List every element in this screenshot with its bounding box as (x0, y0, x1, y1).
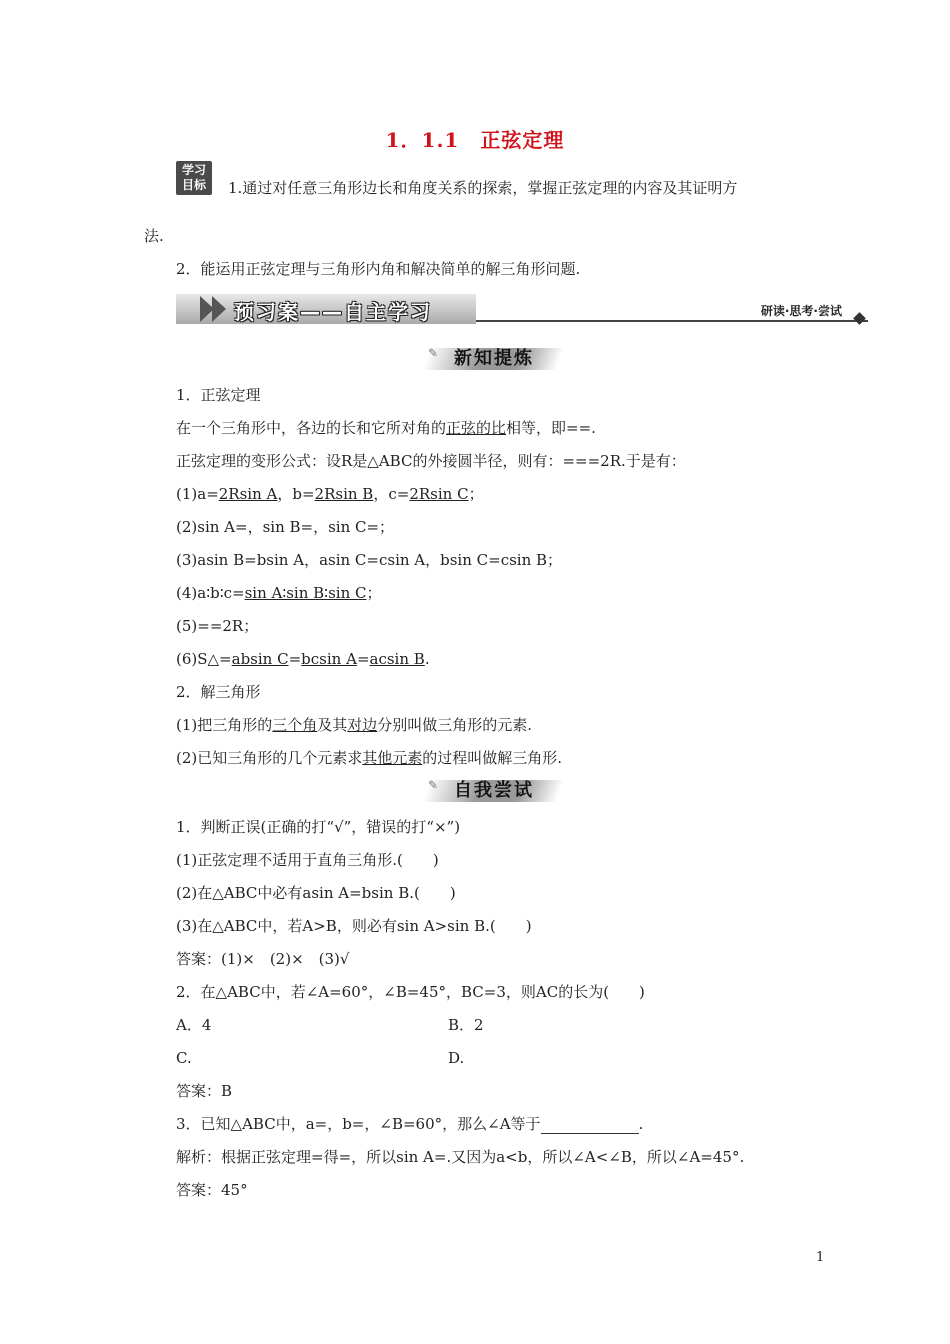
text: 在一个三角形中，各边的长和它所对角的 (176, 419, 447, 437)
text-underlined: absin C (231, 650, 289, 668)
question-3-answer: 答案：45° (176, 1181, 248, 1199)
text: (6)S△= (176, 650, 232, 668)
text: (4)a∶b∶c= (176, 584, 245, 602)
text-underlined: 正弦的比 (446, 419, 507, 437)
text: . (638, 1115, 644, 1133)
question-1: 1．判断正误(正确的打“√”，错误的打“×”) (176, 818, 461, 836)
section-title: 新知提炼 (454, 348, 534, 369)
page-title: 1．1.1 正弦定理 (385, 128, 565, 152)
text: (1)把三角形的 (176, 716, 273, 734)
text: ，b= (277, 485, 315, 503)
text: = (288, 650, 302, 668)
goal-line-1: 1.通过对任意三角形边长和角度关系的探索，掌握正弦定理的内容及其证明方 (228, 179, 738, 197)
section-title: 自我尝试 (454, 780, 534, 801)
formula-1 (176, 484, 484, 504)
diamond-icon (853, 312, 866, 325)
text: 的过程叫做解三角形. (422, 749, 563, 767)
text-underlined: 2Rsin A (218, 485, 278, 503)
sine-rule-statement (176, 418, 596, 438)
section-header-new-knowledge (426, 344, 560, 370)
question-2-option-b: B．2 (448, 1016, 484, 1034)
question-3-solution: 解析：根据正弦定理=得=，所以sin A=.又因为a<b，所以∠A<∠B，所以∠A=45°. (176, 1148, 745, 1166)
page-number: 1 (816, 1250, 825, 1265)
solve-triangle-heading: 2．解三角形 (176, 683, 261, 701)
question-2-answer: 答案：B (176, 1082, 233, 1100)
banner-title: 预习案——自主学习 (234, 300, 432, 324)
text-underlined: 三个角 (272, 716, 318, 734)
question-1-item-2: (2)在△ABC中必有asin A=bsin B.( ) (176, 884, 456, 902)
question-3 (176, 1114, 643, 1134)
leaf-icon: ✎ (428, 778, 439, 792)
solve-triangle-def-2 (176, 748, 562, 768)
learning-goals-badge (176, 161, 212, 195)
chevron-icon (212, 296, 226, 322)
question-2-option-d: D. (448, 1049, 465, 1067)
formula-5: (5)==2R； (176, 617, 259, 635)
banner-rule (476, 320, 868, 322)
text: ； (468, 485, 484, 503)
text-underlined: 其他元素 (362, 749, 423, 767)
text: (2)已知三角形的几个元素求 (176, 749, 363, 767)
badge-text: 学习 目标 (181, 163, 206, 192)
text: 相等，即==. (506, 419, 596, 437)
answer-blank (541, 1119, 639, 1134)
question-2-option-c: C. (176, 1049, 192, 1067)
question-1-item-1: (1)正弦定理不适用于直角三角形.( ) (176, 851, 439, 869)
banner-subtitle: 研读·思考·尝试 (760, 304, 842, 318)
text: (1)a= (176, 485, 219, 503)
question-1-answer: 答案：(1)× (2)× (3)√ (176, 950, 350, 968)
text: = (356, 650, 370, 668)
question-2: 2．在△ABC中，若∠A=60°，∠B=45°，BC=3，则AC的长为( ) (176, 983, 645, 1001)
text: . (424, 650, 430, 668)
text-underlined: 对边 (347, 716, 378, 734)
text: ，c= (373, 485, 410, 503)
solve-triangle-def-1 (176, 715, 532, 735)
formula-2: (2)sin A=，sin B=，sin C=； (176, 518, 395, 536)
goal-line-1-cont: 法. (144, 227, 164, 245)
formula-6 (176, 649, 430, 669)
text-underlined: sin A∶sin B∶sin C (244, 584, 367, 602)
sine-rule-heading: 1．正弦定理 (176, 386, 261, 404)
sine-rule-variants-intro: 正弦定理的变形公式：设R是△ABC的外接圆半径，则有：===2R.于是有： (176, 452, 686, 470)
leaf-icon: ✎ (428, 346, 439, 360)
goal-line-2: 2．能运用正弦定理与三角形内角和解决简单的解三角形问题. (176, 260, 581, 278)
formula-4 (176, 583, 382, 603)
text: 及其 (317, 716, 348, 734)
section-header-self-try (426, 776, 560, 802)
text: ； (366, 584, 382, 602)
text: 3．已知△ABC中，a=，b=，∠B=60°，那么∠A等于 (176, 1115, 541, 1133)
text-underlined: 2Rsin C (409, 485, 469, 503)
text-underlined: bcsin A (301, 650, 357, 668)
formula-3: (3)asin B=bsin A，asin C=csin A，bsin C=csin B； (176, 551, 563, 569)
text-underlined: acsin B (369, 650, 425, 668)
preview-banner (176, 294, 868, 324)
question-1-item-3: (3)在△ABC中，若A>B，则必有sin A>sin B.( ) (176, 917, 532, 935)
question-2-option-a: A．4 (176, 1016, 212, 1034)
text: 分别叫做三角形的元素. (377, 716, 533, 734)
text-underlined: 2Rsin B (314, 485, 374, 503)
